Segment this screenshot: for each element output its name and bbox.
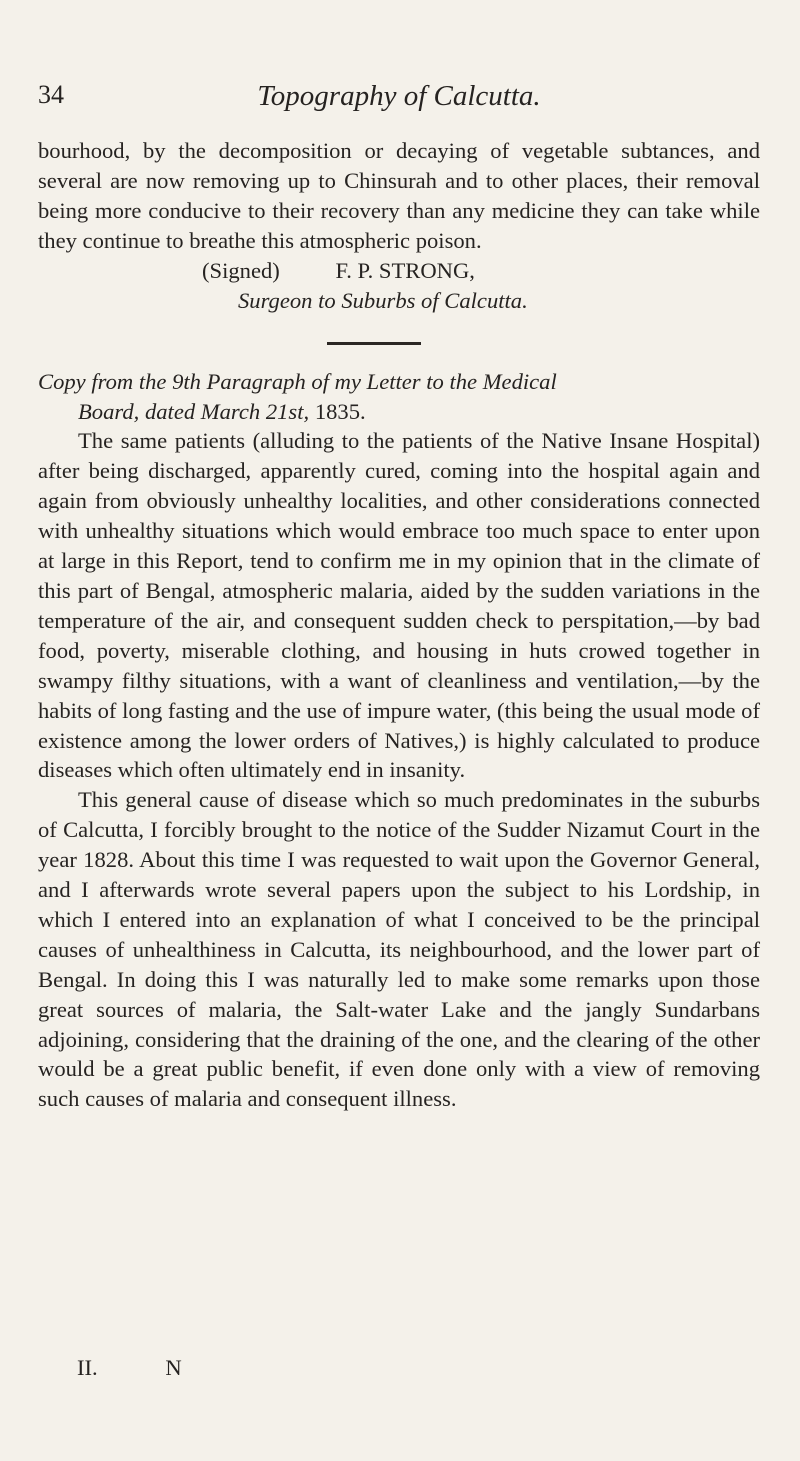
paragraph-continuation: bourhood, by the decomposition or decaying of vegetable subtances, and several are now removing up to Chinsurah and to other places, their removal being more conducive to their recovery than any medicine they can take while they continue to breathe this atmospheric poison. bbox=[38, 138, 760, 253]
body-text bbox=[38, 136, 760, 1114]
paragraph-native-insane-hospital: The same patients (alluding to the patients of the Native Insane Hospital) after being discharged, apparently cured, coming into the hospital again and again from obviously unhealthy localities, and other considerations connected with unhealthy situations which would embrace too much space to enter upon at large in this Report, tend to confirm me in my opinion that in the climate of this part of Bengal, atmospheric malaria, aided by the sudden variations in the temperature of the air, and consequent sudden check to perspitation,—by bad food, poverty, miserable clothing, and housing in huts crowed together in swampy filthy situations, with a want of cleanliness and ventilation,—by the habits of long fasting and the use of impure water, (this being the usual mode of existence among the lower orders of Natives,) is highly calculated to produce diseases which often ultimately end in insanity. bbox=[38, 428, 760, 783]
section-divider bbox=[327, 342, 421, 345]
volume-mark: II. bbox=[77, 1355, 98, 1380]
printer-signature-mark bbox=[77, 1355, 182, 1381]
page-header bbox=[38, 80, 760, 124]
heading-year: 1835. bbox=[314, 398, 366, 424]
heading-date: Board, dated March 21st, bbox=[78, 398, 310, 424]
paragraph-general-cause: This general cause of disease which so much predominates in the suburbs of Calcutta, I forcibly brought to the notice of the Sudder Nizamut Court in the year 1828. About this time I was requested to wait upon the Governor General, and I afterwards wrote several papers upon the subject to his Lordship, in which I entered into an explanation of what I conceived to be the principal causes of unhealthiness in Calcutta, its neighbourhood, and the lower part of Bengal. In doing this I was naturally led to make some remarks upon those great sources of malaria, the Salt-water Lake and the jangly Sundarbans adjoining, considering that the draining of the one, and the clearing of the other would be a great public benefit, if even done only with a view of removing such causes of malaria and consequent illness. bbox=[38, 787, 760, 1112]
signature-title: Surgeon to Suburbs of Calcutta. bbox=[238, 287, 528, 313]
signature-line bbox=[38, 256, 760, 286]
signature-letter: N bbox=[165, 1355, 182, 1380]
section-heading bbox=[38, 367, 760, 427]
running-title: Topography of Calcutta. bbox=[257, 80, 541, 112]
signature-prefix: (Signed) bbox=[202, 257, 280, 283]
heading-line-1: Copy from the 9th Paragraph of my Letter to the Medical bbox=[38, 368, 557, 394]
heading-line-2 bbox=[38, 397, 760, 427]
signature-name: F. P. STRONG, bbox=[335, 257, 475, 283]
page-number: 34 bbox=[38, 80, 64, 109]
